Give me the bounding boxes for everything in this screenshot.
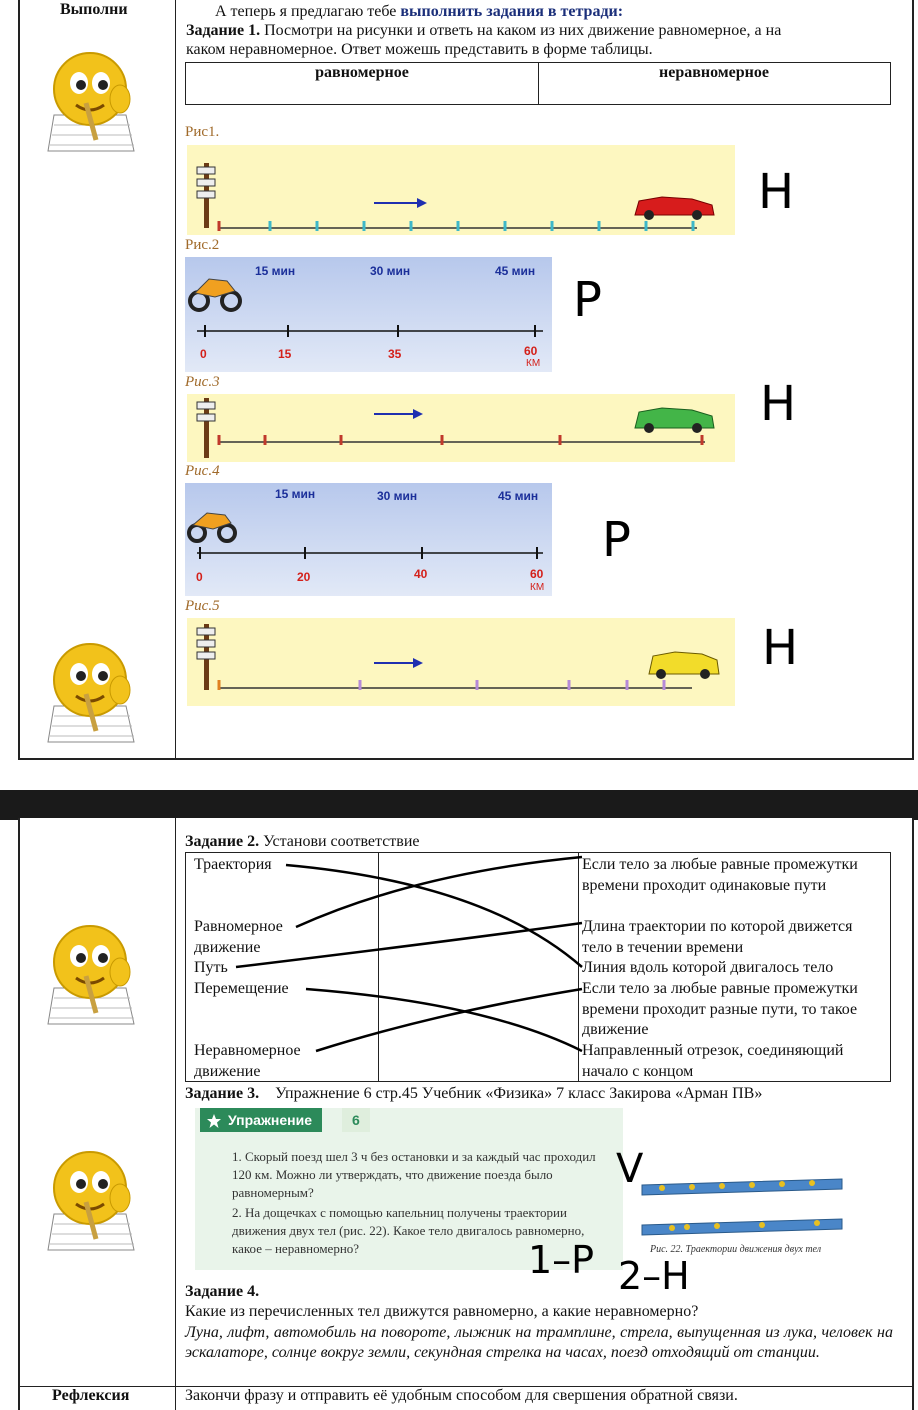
smiley-icon <box>46 636 138 744</box>
task4-question: Какие из перечисленных тел движутся равномерно, а какие неравномерно? <box>185 1303 699 1320</box>
handwritten-answer: 2–Н <box>618 1254 690 1298</box>
time-label: 30 мин <box>370 264 411 278</box>
reflection-text: Закончи фразу и отправить её удобным способом для свершения обратной связи. <box>185 1387 738 1404</box>
handwritten-answer: Р <box>602 512 631 568</box>
figure-caption: Рис.4 <box>185 463 220 479</box>
smiley-icon <box>46 1144 138 1252</box>
smiley-icon <box>46 918 138 1026</box>
figure-2 <box>185 257 552 372</box>
figure-22 <box>632 1173 852 1253</box>
figure-3 <box>187 394 735 462</box>
column-divider <box>175 0 176 760</box>
table-header-uniform: равномерное <box>315 64 409 81</box>
match-left-item: Перемещение <box>194 980 289 997</box>
intro-line: А теперь я предлагаю тебе выполнить задания в тетради: <box>215 3 624 20</box>
figure-caption: Рис1. <box>185 124 220 140</box>
match-left-item: Равномерное движение <box>194 918 283 956</box>
page-1 <box>18 0 914 760</box>
match-left-item: Неравномерное движение <box>194 1042 301 1080</box>
match-right-item: Если тело за любые равные промежутки времени проходит одинаковые пути <box>582 856 858 894</box>
matching-lines <box>186 853 890 1081</box>
handwritten-answer: Н <box>760 376 797 432</box>
matching-table <box>185 852 891 1082</box>
distance-label: 20 <box>297 570 311 584</box>
page-separator <box>0 790 918 820</box>
exercise-item: 2. На дощечках с помощью капельниц получены траектории движения двух тел (рис. 22). Какое тело двигалось равномерно, какое – неравномерно? <box>232 1205 585 1256</box>
time-label: 45 мин <box>498 489 539 503</box>
exercise-number: 6 <box>342 1108 370 1132</box>
distance-label: 60 <box>524 344 538 358</box>
task4-title: Задание 4. <box>185 1283 260 1300</box>
figure-22-caption: Рис. 22. Траектории движения двух тел <box>650 1244 822 1255</box>
match-right-item: Длина траектории по которой движется тело в течении времени <box>582 918 853 956</box>
task3-title: Задание 3. Упражнение 6 стр.45 Учебник «Физика» 7 класс Закирова «Арман ПВ» <box>185 1085 763 1102</box>
exercise-label: Упражнение <box>200 1108 322 1132</box>
task2-title: Задание 2. Установи соответствие <box>185 833 420 850</box>
smiley-icon <box>46 45 138 153</box>
match-left-item: Траектория <box>194 856 272 873</box>
handwritten-answer: Н <box>758 164 795 220</box>
figure-caption: Рис.5 <box>185 598 220 614</box>
star-icon <box>206 1113 222 1129</box>
exercise-item: 1. Скорый поезд шел 3 ч без остановки и за каждый час проходил 120 км. Можно ли утверждать, что движение поезда было равномерным? <box>232 1149 596 1200</box>
figure-caption: Рис.2 <box>185 237 220 253</box>
time-label: 45 мин <box>495 264 536 278</box>
unit-label: КМ <box>526 358 541 369</box>
table-header-nonuniform: неравномерное <box>659 64 769 81</box>
figure-5 <box>187 618 735 706</box>
page-2 <box>18 818 914 1410</box>
distance-label: 40 <box>414 567 428 581</box>
match-left-item: Путь <box>194 959 228 976</box>
time-label: 15 мин <box>275 487 316 501</box>
task1-text: Задание 1. Посмотри на рисунки и ответь на каком из них движение равномерное, а на каком неравномерное. Ответ можешь представить в форме таблицы. <box>186 22 782 58</box>
match-right-item: Линия вдоль которой двигалось тело <box>582 959 834 976</box>
handwritten-answer: Р <box>573 272 602 328</box>
distance-label: 35 <box>388 347 402 361</box>
match-right-item: Если тело за любые равные промежутки времени проходит разные пути, то такое движение <box>582 980 858 1038</box>
match-right-item: Направленный отрезок, соединяющий начало с концом <box>582 1042 844 1080</box>
handwritten-answer: Н <box>762 620 799 676</box>
section-label: Выполни <box>60 1 128 18</box>
distance-label: 15 <box>278 347 292 361</box>
figure-4 <box>185 483 552 596</box>
figure-caption: Рис.3 <box>185 374 220 390</box>
handwritten-check: V <box>616 1146 644 1192</box>
reflection-label: Рефлексия <box>52 1387 130 1404</box>
time-label: 30 мин <box>377 489 418 503</box>
distance-label: 0 <box>196 570 203 584</box>
unit-label: КМ <box>530 582 545 593</box>
handwritten-answer: 1–Р <box>528 1238 595 1282</box>
distance-label: 0 <box>200 347 207 361</box>
figure-1 <box>187 145 735 235</box>
time-label: 15 мин <box>255 264 296 278</box>
task4-list: Луна, лифт, автомобиль на повороте, лыжник на трамплине, стрела, выпущенная из лука, человек на эскалаторе, солнце вокруг земли, секундная стрелка на часах, поезд отходящий от станции. <box>185 1324 893 1361</box>
answer-table <box>185 62 891 105</box>
distance-label: 60 <box>530 567 544 581</box>
